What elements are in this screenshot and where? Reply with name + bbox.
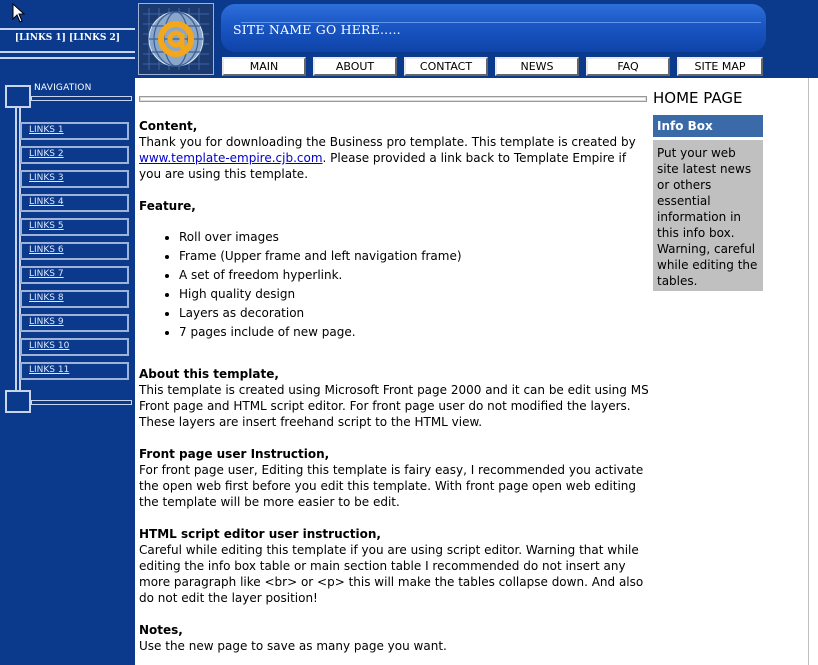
at-sign-globe-icon (138, 3, 214, 75)
list-item: • High quality design (179, 285, 651, 304)
info-box-header: Info Box (653, 115, 763, 137)
nav-button-about[interactable]: ABOUT (313, 57, 397, 76)
nav-decoration-line (15, 108, 17, 392)
section-heading: HTML script editor user instruction, (139, 527, 381, 541)
list-item: • A set of freedom hyperlink. (179, 266, 651, 285)
scrollbar-edge[interactable] (808, 78, 818, 665)
nav-decoration-box (5, 390, 31, 413)
nav-button-main[interactable]: MAIN (222, 57, 306, 76)
paragraph-text: Thank you for downloading the Business pro template. This template is created by (139, 135, 636, 149)
header (217, 0, 818, 78)
left-navigation (0, 78, 135, 665)
top-nav (222, 57, 772, 77)
top-left-panel (0, 0, 135, 78)
navigation-title: NAVIGATION (34, 83, 92, 93)
content-divider-bar (139, 96, 647, 102)
sidebar-link-7[interactable]: LINKS 7 (20, 266, 129, 284)
sidebar-link-4[interactable]: LINKS 4 (20, 194, 129, 212)
nav-button-site-map[interactable]: SITE MAP (677, 57, 763, 76)
nav-decoration-bar (31, 400, 132, 405)
info-box-body: Put your web site latest news or others essential information in this info box. Warning, careful while editing the tables. (653, 140, 763, 291)
sidebar-link-3[interactable]: LINKS 3 (20, 170, 129, 188)
section-heading: Front page user Instruction, (139, 447, 330, 461)
content-paragraph: This template is created using Microsoft Front page 2000 and it can be edit using MS Front page and HTML script editor. For front page user do not modified the layers. These layers are insert freehand script to the HTML view. (139, 383, 649, 429)
site-banner (221, 4, 766, 52)
nav-button-news[interactable]: NEWS (495, 57, 579, 76)
section-heading: Notes, (139, 623, 183, 637)
sidebar-link-5[interactable]: LINKS 5 (20, 218, 129, 236)
main-content (139, 118, 651, 654)
content-paragraph: Use the new page to save as many page you want. (139, 639, 447, 653)
divider-line (0, 28, 135, 30)
nav-button-contact[interactable]: CONTACT (404, 57, 488, 76)
paragraph-text: . Please provided a link back to Template Empire if you are using this template. (139, 151, 627, 181)
nav-decoration-bar (31, 96, 132, 101)
sidebar-link-10[interactable]: LINKS 10 (20, 338, 129, 356)
content-paragraph: For front page user, Editing this template is fairy easy, I recommended you activate the open web first before you edit this template. With front page open web editing the template will be more easier to be edit. (139, 463, 644, 509)
feature-list (179, 228, 651, 342)
content-paragraph: Careful while editing this template if you are using script editor. Warning that while editing the info box table or main section table I recommended do not insert any more paragraph like <br> or <p> this will make the tables collapse down. And also do not edit the layer position! (139, 543, 644, 605)
template-empire-link[interactable]: www.template-empire.cjb.com (139, 151, 323, 165)
sidebar-link-2[interactable]: LINKS 2 (20, 146, 129, 164)
section-heading: About this template, (139, 367, 279, 381)
sidebar-link-1[interactable]: LINKS 1 (20, 122, 129, 140)
list-item: • 7 pages include of new page. (179, 323, 651, 342)
section-heading: Content, (139, 119, 198, 133)
divider-line (0, 57, 135, 59)
site-name: SITE NAME GO HERE..... (233, 22, 401, 37)
nav-button-faq[interactable]: FAQ (586, 57, 670, 76)
sidebar-link-9[interactable]: LINKS 9 (20, 314, 129, 332)
sidebar-link-11[interactable]: LINKS 11 (20, 362, 129, 380)
section-heading: Feature, (139, 199, 196, 213)
sidebar-link-6[interactable]: LINKS 6 (20, 242, 129, 260)
top-links[interactable]: [LINKS 1] [LINKS 2] (14, 33, 121, 43)
mouse-pointer-icon (12, 3, 26, 23)
list-item: • Frame (Upper frame and left navigation frame) (179, 247, 651, 266)
logo (135, 0, 217, 78)
sidebar-link-8[interactable]: LINKS 8 (20, 290, 129, 308)
divider-line (0, 51, 135, 53)
nav-decoration-box (5, 85, 31, 108)
page-title: HOME PAGE (653, 89, 743, 107)
list-item: • Layers as decoration (179, 304, 651, 323)
content-paragraph (139, 134, 651, 182)
list-item: • Roll over images (179, 228, 651, 247)
